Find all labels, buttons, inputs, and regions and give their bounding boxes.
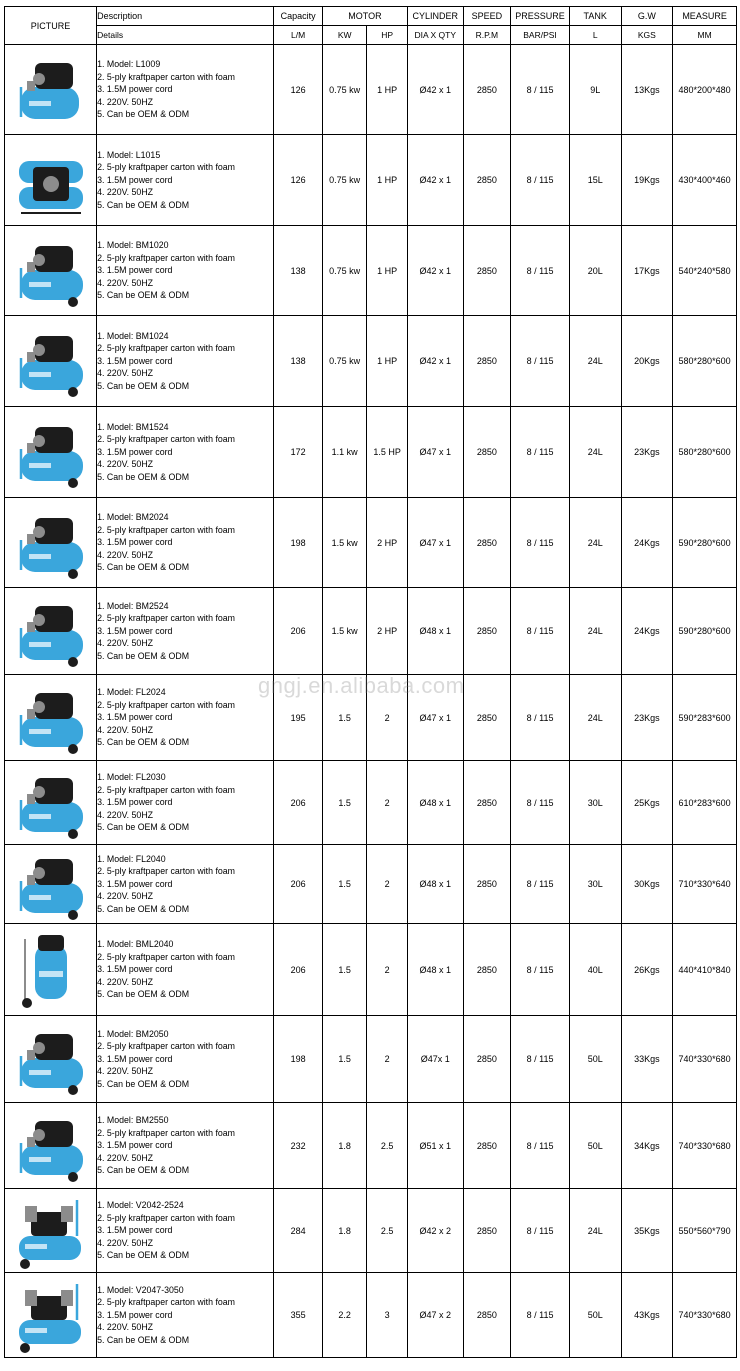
measure-cell: 710*330*640 — [673, 845, 737, 924]
capacity-header: Capacity — [274, 7, 323, 26]
tank-cell: 50L — [569, 1016, 621, 1103]
kw-cell: 1.5 kw — [322, 588, 367, 675]
hp-cell: 2 — [367, 675, 407, 761]
measure-cell: 610*283*600 — [673, 761, 737, 845]
description-line: 2. 5-ply kraftpaper carton with foam — [97, 1041, 236, 1052]
compressor-photo-bm2024 — [5, 498, 97, 588]
gw-header: G.W — [621, 7, 673, 26]
gw-cell: 43Kgs — [621, 1273, 673, 1358]
compressor-photo-l1009 — [5, 45, 97, 135]
table-row — [5, 588, 737, 675]
cylinder-cell: Ø48 x 1 — [407, 924, 463, 1016]
table-row — [5, 1016, 737, 1103]
description-line: 2. 5-ply kraftpaper carton with foam — [97, 866, 236, 877]
capacity-cell: 206 — [274, 588, 323, 675]
description-line: 3. 1.5M power cord — [97, 1140, 173, 1151]
capacity-cell: 138 — [274, 316, 323, 407]
kw-cell: 1.5 — [322, 1016, 367, 1103]
kw-cell: 2.2 — [322, 1273, 367, 1358]
measure-cell: 540*240*580 — [673, 226, 737, 316]
compressor-photo-bm1024 — [5, 316, 97, 407]
measure-cell: 550*560*790 — [673, 1189, 737, 1273]
tank-cell: 40L — [569, 924, 621, 1016]
description-line: 1. Model: FL2030 — [97, 772, 166, 783]
description-line: 2. 5-ply kraftpaper carton with foam — [97, 1127, 236, 1138]
pressure-cell: 8 / 115 — [511, 226, 570, 316]
tank-cell: 24L — [569, 407, 621, 498]
description-cell — [97, 498, 274, 588]
measure-cell: 580*280*600 — [673, 407, 737, 498]
description-line: 4. 220V. 50HZ — [97, 1237, 154, 1248]
description-line: 5. Can be OEM & ODM — [97, 822, 190, 833]
tank-cell: 24L — [569, 588, 621, 675]
cylinder-cell: Ø42 x 1 — [407, 226, 463, 316]
gw-cell: 25Kgs — [621, 761, 673, 845]
gw-unit-header: KGS — [621, 26, 673, 45]
kw-cell: 0.75 kw — [322, 135, 367, 226]
cylinder-cell: Ø42 x 2 — [407, 1189, 463, 1273]
description-line: 4. 220V. 50HZ — [97, 1322, 154, 1333]
table-row — [5, 924, 737, 1016]
tank-cell: 30L — [569, 845, 621, 924]
capacity-cell: 195 — [274, 675, 323, 761]
measure-cell: 590*280*600 — [673, 498, 737, 588]
kw-cell: 0.75 kw — [322, 316, 367, 407]
description-line: 4. 220V. 50HZ — [97, 549, 154, 560]
description-line: 5. Can be OEM & ODM — [97, 199, 190, 210]
measure-cell: 580*280*600 — [673, 316, 737, 407]
cylinder-unit-header: DIA X QTY — [407, 26, 463, 45]
description-line: 2. 5-ply kraftpaper carton with foam — [97, 524, 236, 535]
speed-cell: 2850 — [463, 135, 511, 226]
gw-cell: 26Kgs — [621, 924, 673, 1016]
description-line: 3. 1.5M power cord — [97, 1309, 173, 1320]
compressor-photo-fl2024 — [5, 675, 97, 761]
speed-cell: 2850 — [463, 498, 511, 588]
gw-cell: 17Kgs — [621, 226, 673, 316]
description-cell — [97, 675, 274, 761]
description-cell — [97, 845, 274, 924]
speed-cell: 2850 — [463, 226, 511, 316]
kw-cell: 1.8 — [322, 1103, 367, 1189]
gw-cell: 24Kgs — [621, 588, 673, 675]
description-line: 3. 1.5M power cord — [97, 1053, 173, 1064]
tank-unit-header: L — [569, 26, 621, 45]
hp-cell: 1.5 HP — [367, 407, 407, 498]
description-line: 1. Model: BM1020 — [97, 240, 169, 251]
description-line: 3. 1.5M power cord — [97, 84, 173, 95]
cylinder-cell: Ø47x 1 — [407, 1016, 463, 1103]
gw-cell: 23Kgs — [621, 407, 673, 498]
measure-cell: 480*200*480 — [673, 45, 737, 135]
speed-cell: 2850 — [463, 675, 511, 761]
measure-cell: 740*330*680 — [673, 1103, 737, 1189]
description-header: Description — [97, 7, 274, 26]
description-line: 4. 220V. 50HZ — [97, 187, 154, 198]
kw-cell: 1.8 — [322, 1189, 367, 1273]
description-line: 1. Model: BM1524 — [97, 421, 169, 432]
kw-cell: 1.5 kw — [322, 498, 367, 588]
cylinder-cell: Ø48 x 1 — [407, 588, 463, 675]
description-line: 5. Can be OEM & ODM — [97, 903, 190, 914]
details-header: Details — [97, 26, 274, 45]
speed-cell: 2850 — [463, 761, 511, 845]
speed-cell: 2850 — [463, 316, 511, 407]
compressor-photo-fl2040 — [5, 845, 97, 924]
tank-cell: 24L — [569, 675, 621, 761]
description-line: 2. 5-ply kraftpaper carton with foam — [97, 71, 236, 82]
tank-cell: 30L — [569, 761, 621, 845]
description-line: 3. 1.5M power cord — [97, 174, 173, 185]
pressure-cell: 8 / 115 — [511, 1103, 570, 1189]
gw-cell: 13Kgs — [621, 45, 673, 135]
pressure-cell: 8 / 115 — [511, 407, 570, 498]
capacity-cell: 172 — [274, 407, 323, 498]
capacity-cell: 126 — [274, 45, 323, 135]
description-line: 1. Model: BML2040 — [97, 939, 174, 950]
description-line: 1. Model: BM2024 — [97, 512, 169, 523]
description-line: 2. 5-ply kraftpaper carton with foam — [97, 699, 236, 710]
description-cell — [97, 1189, 274, 1273]
speed-cell: 2850 — [463, 1273, 511, 1358]
capacity-cell: 198 — [274, 498, 323, 588]
description-line: 4. 220V. 50HZ — [97, 976, 154, 987]
capacity-cell: 355 — [274, 1273, 323, 1358]
kw-cell: 1.5 — [322, 675, 367, 761]
gw-cell: 34Kgs — [621, 1103, 673, 1189]
description-line: 1. Model: BM2524 — [97, 600, 169, 611]
tank-cell: 24L — [569, 316, 621, 407]
kw-cell: 1.1 kw — [322, 407, 367, 498]
compressor-photo-bm2050 — [5, 1016, 97, 1103]
pressure-cell: 8 / 115 — [511, 135, 570, 226]
description-line: 2. 5-ply kraftpaper carton with foam — [97, 252, 236, 263]
picture-header: PICTURE — [5, 7, 97, 45]
description-line: 5. Can be OEM & ODM — [97, 989, 190, 1000]
hp-cell: 3 — [367, 1273, 407, 1358]
watermark: gngj.en.alibaba.com — [258, 673, 465, 698]
table-row — [5, 316, 737, 407]
description-line: 3. 1.5M power cord — [97, 446, 173, 457]
description-cell — [97, 226, 274, 316]
gw-cell: 30Kgs — [621, 845, 673, 924]
description-line: 4. 220V. 50HZ — [97, 891, 154, 902]
description-line: 5. Can be OEM & ODM — [97, 380, 190, 391]
capacity-cell: 138 — [274, 226, 323, 316]
pressure-cell: 8 / 115 — [511, 498, 570, 588]
table-body — [5, 45, 737, 1358]
gw-cell: 23Kgs — [621, 675, 673, 761]
hp-cell: 1 HP — [367, 226, 407, 316]
description-line: 5. Can be OEM & ODM — [97, 471, 190, 482]
hp-cell: 1 HP — [367, 45, 407, 135]
header-row-2 — [5, 26, 737, 45]
tank-cell: 24L — [569, 498, 621, 588]
pressure-cell: 8 / 115 — [511, 1273, 570, 1358]
description-cell — [97, 1016, 274, 1103]
measure-unit-header: MM — [673, 26, 737, 45]
description-line: 5. Can be OEM & ODM — [97, 1165, 190, 1176]
description-line: 5. Can be OEM & ODM — [97, 109, 190, 120]
pressure-cell: 8 / 115 — [511, 675, 570, 761]
description-cell — [97, 316, 274, 407]
description-line: 2. 5-ply kraftpaper carton with foam — [97, 343, 236, 354]
description-line: 3. 1.5M power cord — [97, 265, 173, 276]
cylinder-cell: Ø51 x 1 — [407, 1103, 463, 1189]
table-row — [5, 498, 737, 588]
tank-cell: 24L — [569, 1189, 621, 1273]
speed-unit-header: R.P.M — [463, 26, 511, 45]
description-line: 3. 1.5M power cord — [97, 1225, 173, 1236]
description-line: 1. Model: FL2040 — [97, 853, 166, 864]
description-line: 5. Can be OEM & ODM — [97, 1078, 190, 1089]
hp-header: HP — [367, 26, 407, 45]
description-line: 1. Model: L1009 — [97, 59, 161, 70]
capacity-cell: 206 — [274, 924, 323, 1016]
speed-cell: 2850 — [463, 588, 511, 675]
tank-cell: 15L — [569, 135, 621, 226]
speed-cell: 2850 — [463, 1103, 511, 1189]
description-cell — [97, 1103, 274, 1189]
description-line: 3. 1.5M power cord — [97, 878, 173, 889]
table-row — [5, 45, 737, 135]
cylinder-cell: Ø42 x 1 — [407, 135, 463, 226]
kw-cell: 1.5 — [322, 761, 367, 845]
table-row — [5, 845, 737, 924]
pressure-cell: 8 / 115 — [511, 45, 570, 135]
description-line: 4. 220V. 50HZ — [97, 1152, 154, 1163]
description-line: 1. Model: V2047-3050 — [97, 1284, 184, 1295]
compressor-photo-v2042-2524 — [5, 1189, 97, 1273]
measure-cell: 430*400*460 — [673, 135, 737, 226]
description-line: 4. 220V. 50HZ — [97, 96, 154, 107]
gw-cell: 20Kgs — [621, 316, 673, 407]
tank-cell: 20L — [569, 226, 621, 316]
description-line: 4. 220V. 50HZ — [97, 724, 154, 735]
speed-cell: 2850 — [463, 1016, 511, 1103]
pressure-cell: 8 / 115 — [511, 761, 570, 845]
description-cell — [97, 761, 274, 845]
cylinder-cell: Ø47 x 1 — [407, 675, 463, 761]
measure-cell: 590*280*600 — [673, 588, 737, 675]
compressor-photo-fl2030 — [5, 761, 97, 845]
gw-cell: 33Kgs — [621, 1016, 673, 1103]
gw-cell: 35Kgs — [621, 1189, 673, 1273]
description-cell — [97, 135, 274, 226]
spec-table — [4, 6, 737, 1358]
cylinder-cell: Ø42 x 1 — [407, 45, 463, 135]
table-row — [5, 135, 737, 226]
description-line: 2. 5-ply kraftpaper carton with foam — [97, 613, 236, 624]
description-line: 5. Can be OEM & ODM — [97, 290, 190, 301]
table-row — [5, 675, 737, 761]
description-line: 2. 5-ply kraftpaper carton with foam — [97, 784, 236, 795]
description-line: 5. Can be OEM & ODM — [97, 650, 190, 661]
table-row — [5, 761, 737, 845]
table-row — [5, 407, 737, 498]
cylinder-header: CYLINDER — [407, 7, 463, 26]
measure-cell: 440*410*840 — [673, 924, 737, 1016]
hp-cell: 2 HP — [367, 588, 407, 675]
description-line: 4. 220V. 50HZ — [97, 368, 154, 379]
compressor-photo-bm2524 — [5, 588, 97, 675]
pressure-unit-header: BAR/PSI — [511, 26, 570, 45]
tank-cell: 50L — [569, 1273, 621, 1358]
hp-cell: 2.5 — [367, 1189, 407, 1273]
speed-header: SPEED — [463, 7, 511, 26]
compressor-photo-bm2550 — [5, 1103, 97, 1189]
capacity-cell: 198 — [274, 1016, 323, 1103]
table-row — [5, 226, 737, 316]
header-row-1 — [5, 7, 737, 26]
description-line: 2. 5-ply kraftpaper carton with foam — [97, 162, 236, 173]
hp-cell: 2 — [367, 1016, 407, 1103]
description-cell — [97, 407, 274, 498]
description-line: 4. 220V. 50HZ — [97, 1066, 154, 1077]
compressor-photo-bml2040 — [5, 924, 97, 1016]
description-line: 1. Model: BM1024 — [97, 330, 169, 341]
capacity-cell: 126 — [274, 135, 323, 226]
table-row — [5, 1189, 737, 1273]
description-cell — [97, 924, 274, 1016]
measure-cell: 740*330*680 — [673, 1273, 737, 1358]
kw-header: KW — [322, 26, 367, 45]
kw-cell: 1.5 — [322, 845, 367, 924]
tank-cell: 50L — [569, 1103, 621, 1189]
pressure-cell: 8 / 115 — [511, 1016, 570, 1103]
description-line: 1. Model: L1015 — [97, 149, 161, 160]
pressure-cell: 8 / 115 — [511, 588, 570, 675]
hp-cell: 2 — [367, 845, 407, 924]
description-line: 5. Can be OEM & ODM — [97, 1250, 190, 1261]
description-line: 5. Can be OEM & ODM — [97, 737, 190, 748]
capacity-cell: 206 — [274, 761, 323, 845]
hp-cell: 2.5 — [367, 1103, 407, 1189]
description-line: 5. Can be OEM & ODM — [97, 562, 190, 573]
description-cell — [97, 588, 274, 675]
capacity-unit-header: L/M — [274, 26, 323, 45]
hp-cell: 1 HP — [367, 135, 407, 226]
kw-cell: 0.75 kw — [322, 226, 367, 316]
cylinder-cell: Ø48 x 1 — [407, 845, 463, 924]
hp-cell: 2 HP — [367, 498, 407, 588]
compressor-photo-v2047-3050 — [5, 1273, 97, 1358]
pressure-cell: 8 / 115 — [511, 845, 570, 924]
description-line: 1. Model: FL2024 — [97, 687, 166, 698]
cylinder-cell: Ø47 x 1 — [407, 498, 463, 588]
gw-cell: 24Kgs — [621, 498, 673, 588]
pressure-cell: 8 / 115 — [511, 1189, 570, 1273]
description-line: 1. Model: V2042-2524 — [97, 1200, 184, 1211]
measure-cell: 590*283*600 — [673, 675, 737, 761]
description-line: 3. 1.5M power cord — [97, 355, 173, 366]
compressor-photo-l1015 — [5, 135, 97, 226]
pressure-cell: 8 / 115 — [511, 924, 570, 1016]
description-line: 1. Model: BM2050 — [97, 1028, 169, 1039]
description-line: 3. 1.5M power cord — [97, 625, 173, 636]
description-line: 1. Model: BM2550 — [97, 1115, 169, 1126]
compressor-photo-bm1524 — [5, 407, 97, 498]
tank-cell: 9L — [569, 45, 621, 135]
speed-cell: 2850 — [463, 1189, 511, 1273]
description-line: 4. 220V. 50HZ — [97, 809, 154, 820]
description-line: 2. 5-ply kraftpaper carton with foam — [97, 434, 236, 445]
speed-cell: 2850 — [463, 407, 511, 498]
description-line: 4. 220V. 50HZ — [97, 277, 154, 288]
cylinder-cell: Ø48 x 1 — [407, 761, 463, 845]
description-line: 2. 5-ply kraftpaper carton with foam — [97, 1212, 236, 1223]
capacity-cell: 232 — [274, 1103, 323, 1189]
table-row — [5, 1103, 737, 1189]
description-cell — [97, 1273, 274, 1358]
cylinder-cell: Ø42 x 1 — [407, 316, 463, 407]
capacity-cell: 206 — [274, 845, 323, 924]
cylinder-cell: Ø47 x 1 — [407, 407, 463, 498]
description-line: 4. 220V. 50HZ — [97, 638, 154, 649]
hp-cell: 2 — [367, 924, 407, 1016]
tank-header: TANK — [569, 7, 621, 26]
compressor-photo-bm1020 — [5, 226, 97, 316]
measure-cell: 740*330*680 — [673, 1016, 737, 1103]
description-line: 3. 1.5M power cord — [97, 712, 173, 723]
description-line: 2. 5-ply kraftpaper carton with foam — [97, 951, 236, 962]
gw-cell: 19Kgs — [621, 135, 673, 226]
description-line: 3. 1.5M power cord — [97, 537, 173, 548]
capacity-cell: 284 — [274, 1189, 323, 1273]
description-line: 4. 220V. 50HZ — [97, 459, 154, 470]
pressure-header: PRESSURE — [511, 7, 570, 26]
description-line: 2. 5-ply kraftpaper carton with foam — [97, 1297, 236, 1308]
speed-cell: 2850 — [463, 845, 511, 924]
speed-cell: 2850 — [463, 924, 511, 1016]
description-line: 3. 1.5M power cord — [97, 797, 173, 808]
table-row — [5, 1273, 737, 1358]
description-cell — [97, 45, 274, 135]
motor-header: MOTOR — [322, 7, 407, 26]
speed-cell: 2850 — [463, 45, 511, 135]
hp-cell: 2 — [367, 761, 407, 845]
hp-cell: 1 HP — [367, 316, 407, 407]
description-line: 3. 1.5M power cord — [97, 964, 173, 975]
kw-cell: 1.5 — [322, 924, 367, 1016]
cylinder-cell: Ø47 x 2 — [407, 1273, 463, 1358]
measure-header: MEASURE — [673, 7, 737, 26]
description-line: 5. Can be OEM & ODM — [97, 1334, 190, 1345]
pressure-cell: 8 / 115 — [511, 316, 570, 407]
kw-cell: 0.75 kw — [322, 45, 367, 135]
